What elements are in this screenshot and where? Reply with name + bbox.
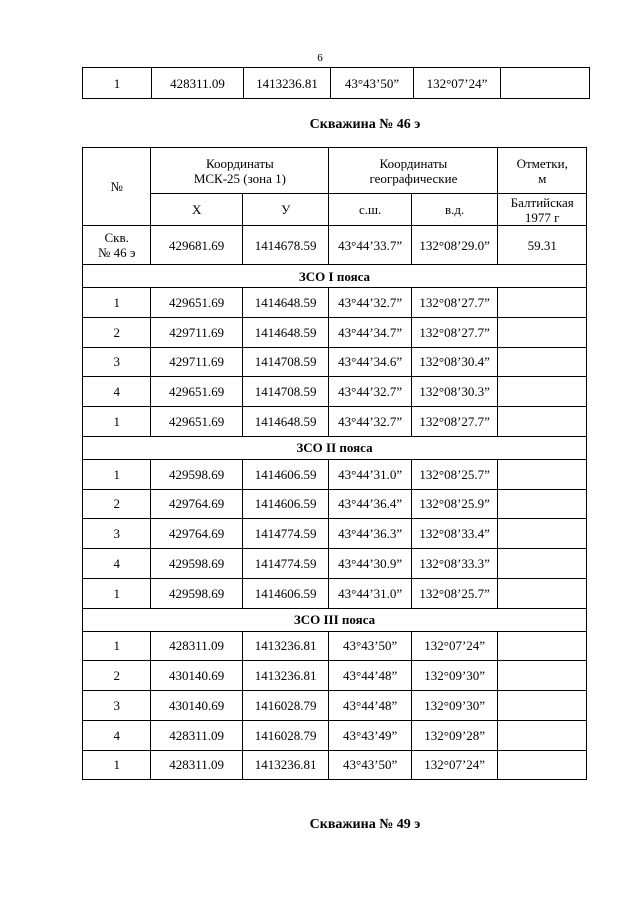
y-cell: 1414708.59 <box>242 377 329 407</box>
header-row <box>83 148 587 194</box>
table-row <box>83 661 587 691</box>
longitude-cell: 132°09’28” <box>411 720 498 750</box>
continuation-table <box>82 67 590 99</box>
x-cell: 428311.09 <box>151 631 243 661</box>
point-number-cell: 1 <box>83 631 151 661</box>
longitude-cell: 132°07’24” <box>411 750 498 780</box>
section-title-row <box>83 265 587 288</box>
header-lat: с.ш. <box>329 194 411 226</box>
y-cell: 1414774.59 <box>242 549 329 579</box>
mark-cell <box>498 750 587 780</box>
latitude-cell: 43°44’34.6” <box>329 347 411 377</box>
well-name-line1: Скв. <box>104 230 129 245</box>
table-row <box>83 68 590 99</box>
y-cell: 1414606.59 <box>242 489 329 519</box>
table-row <box>83 578 587 608</box>
header-marks <box>498 148 587 194</box>
point-number-cell: 4 <box>83 377 151 407</box>
mark-cell <box>498 459 587 489</box>
x-cell: 429711.69 <box>151 347 243 377</box>
mark-cell <box>501 68 590 99</box>
table-row <box>83 549 587 579</box>
well-mark-cell: 59.31 <box>498 226 587 265</box>
x-cell: 429651.69 <box>151 288 243 318</box>
header-msk-line2: МСК-25 (зона 1) <box>193 170 286 186</box>
point-number-cell: 4 <box>83 720 151 750</box>
mark-cell <box>498 347 587 377</box>
table-row <box>83 407 587 437</box>
table-row <box>83 377 587 407</box>
longitude-cell: 132°08’30.3” <box>411 377 498 407</box>
x-cell: 430140.69 <box>151 661 243 691</box>
latitude-cell: 43°44’36.3” <box>329 519 411 549</box>
mark-cell <box>498 519 587 549</box>
longitude-cell: 132°08’27.7” <box>411 288 498 318</box>
latitude-cell: 43°44’30.9” <box>329 549 411 579</box>
header-x: Х <box>151 194 243 226</box>
well-y-cell: 1414678.59 <box>242 226 329 265</box>
x-cell: 429598.69 <box>151 578 243 608</box>
y-cell: 1416028.79 <box>242 691 329 721</box>
x-cell: 430140.69 <box>151 691 243 721</box>
point-number-cell: 3 <box>83 347 151 377</box>
point-number-cell: 1 <box>83 288 151 318</box>
mark-cell <box>498 691 587 721</box>
x-cell: 429764.69 <box>151 489 243 519</box>
table-row <box>83 691 587 721</box>
latitude-cell: 43°43’50” <box>329 750 411 780</box>
y-cell: 1414648.59 <box>242 288 329 318</box>
mark-cell <box>498 317 587 347</box>
well-name-line2: № 46 э <box>97 245 136 260</box>
x-cell: 429651.69 <box>151 377 243 407</box>
longitude-cell: 132°08’25.7” <box>411 578 498 608</box>
table-row <box>83 489 587 519</box>
x-cell: 429598.69 <box>151 459 243 489</box>
table-row <box>83 347 587 377</box>
section-title: ЗСО II пояса <box>83 436 587 459</box>
longitude-cell: 132°08’30.4” <box>411 347 498 377</box>
x-cell: 429764.69 <box>151 519 243 549</box>
longitude-cell: 132°08’27.7” <box>411 407 498 437</box>
longitude-cell: 132°08’25.9” <box>411 489 498 519</box>
latitude-cell: 43°44’48” <box>329 691 411 721</box>
latitude-cell: 43°44’32.7” <box>329 288 411 318</box>
y-cell: 1416028.79 <box>242 720 329 750</box>
latitude-cell: 43°44’36.4” <box>329 489 411 519</box>
well-46-heading: Скважина № 46 э <box>309 117 421 132</box>
x-cell: 429711.69 <box>151 317 243 347</box>
longitude-cell: 132°09’30” <box>411 661 498 691</box>
longitude-cell: 132°07’24” <box>411 631 498 661</box>
subheader-row <box>83 194 587 226</box>
header-msk-line1: Координаты <box>206 155 274 171</box>
longitude-cell: 132°07’24” <box>414 68 501 99</box>
mark-cell <box>498 407 587 437</box>
section-title-row <box>83 436 587 459</box>
point-number-cell: 1 <box>83 578 151 608</box>
table-row <box>83 317 587 347</box>
mark-cell <box>498 661 587 691</box>
latitude-cell: 43°44’31.0” <box>329 578 411 608</box>
mark-cell <box>498 377 587 407</box>
header-baltic <box>498 194 587 226</box>
well-46-coordinates-table <box>82 147 587 780</box>
x-cell: 429651.69 <box>151 407 243 437</box>
y-cell: 1414648.59 <box>242 317 329 347</box>
x-cell: 428311.09 <box>151 720 243 750</box>
table-row <box>83 459 587 489</box>
point-number-cell: 3 <box>83 519 151 549</box>
y-cell: 1414606.59 <box>242 578 329 608</box>
longitude-cell: 132°08’25.7” <box>411 459 498 489</box>
header-geo-line1: Координаты <box>379 155 448 171</box>
mark-cell <box>498 720 587 750</box>
point-number-cell: 1 <box>83 459 151 489</box>
y-cell: 1414648.59 <box>242 407 329 437</box>
latitude-cell: 43°43’49” <box>329 720 411 750</box>
point-number-cell: 1 <box>83 407 151 437</box>
well-row <box>83 226 587 265</box>
latitude-cell: 43°44’32.7” <box>329 377 411 407</box>
table-row <box>83 631 587 661</box>
header-number: № <box>83 148 151 226</box>
section-title: ЗСО I пояса <box>83 265 587 288</box>
latitude-cell: 43°44’34.7” <box>329 317 411 347</box>
x-cell: 429598.69 <box>151 549 243 579</box>
mark-cell <box>498 631 587 661</box>
latitude-cell: 43°43’50” <box>329 631 411 661</box>
table-row <box>83 720 587 750</box>
well-lon-cell: 132°08’29.0” <box>411 226 498 265</box>
y-cell: 1414774.59 <box>242 519 329 549</box>
x-cell: 428311.09 <box>151 750 243 780</box>
section-title: ЗСО III пояса <box>83 608 587 631</box>
header-baltic-line1: Балтийская <box>510 194 574 210</box>
header-baltic-line2: 1977 г <box>524 209 560 225</box>
point-number-cell: 2 <box>83 661 151 691</box>
header-y: У <box>242 194 329 226</box>
y-cell: 1414606.59 <box>242 459 329 489</box>
well-x-cell: 429681.69 <box>151 226 243 265</box>
y-cell: 1413236.81 <box>242 661 329 691</box>
longitude-cell: 132°08’27.7” <box>411 317 498 347</box>
latitude-cell: 43°44’31.0” <box>329 459 411 489</box>
header-geo-line2: географические <box>369 170 458 186</box>
section-title-row <box>83 608 587 631</box>
mark-cell <box>498 489 587 519</box>
point-number-cell: 4 <box>83 549 151 579</box>
header-geo <box>329 148 498 194</box>
y-cell: 1414708.59 <box>242 347 329 377</box>
longitude-cell: 132°08’33.3” <box>411 549 498 579</box>
mark-cell <box>498 549 587 579</box>
y-cell: 1413236.81 <box>244 68 331 99</box>
latitude-cell: 43°44’48” <box>329 661 411 691</box>
table-row <box>83 519 587 549</box>
mark-cell <box>498 578 587 608</box>
y-cell: 1413236.81 <box>242 750 329 780</box>
page-number: 6 <box>317 52 323 64</box>
header-marks-line1: Отметки, <box>516 155 568 171</box>
table-row <box>83 288 587 318</box>
header-lon: в.д. <box>411 194 498 226</box>
x-cell: 428311.09 <box>152 68 244 99</box>
point-number-cell: 1 <box>83 750 151 780</box>
point-number-cell: 3 <box>83 691 151 721</box>
latitude-cell: 43°43’50” <box>331 68 414 99</box>
y-cell: 1413236.81 <box>242 631 329 661</box>
header-marks-line2: м <box>538 170 547 186</box>
header-msk <box>151 148 329 194</box>
latitude-cell: 43°44’32.7” <box>329 407 411 437</box>
table-row <box>83 750 587 780</box>
mark-cell <box>498 288 587 318</box>
longitude-cell: 132°08’33.4” <box>411 519 498 549</box>
well-49-heading: Скважина № 49 э <box>309 817 421 832</box>
longitude-cell: 132°09’30” <box>411 691 498 721</box>
point-number-cell: 2 <box>83 317 151 347</box>
well-name-cell <box>83 226 151 265</box>
point-number-cell: 1 <box>83 68 152 99</box>
well-lat-cell: 43°44’33.7” <box>329 226 411 265</box>
point-number-cell: 2 <box>83 489 151 519</box>
